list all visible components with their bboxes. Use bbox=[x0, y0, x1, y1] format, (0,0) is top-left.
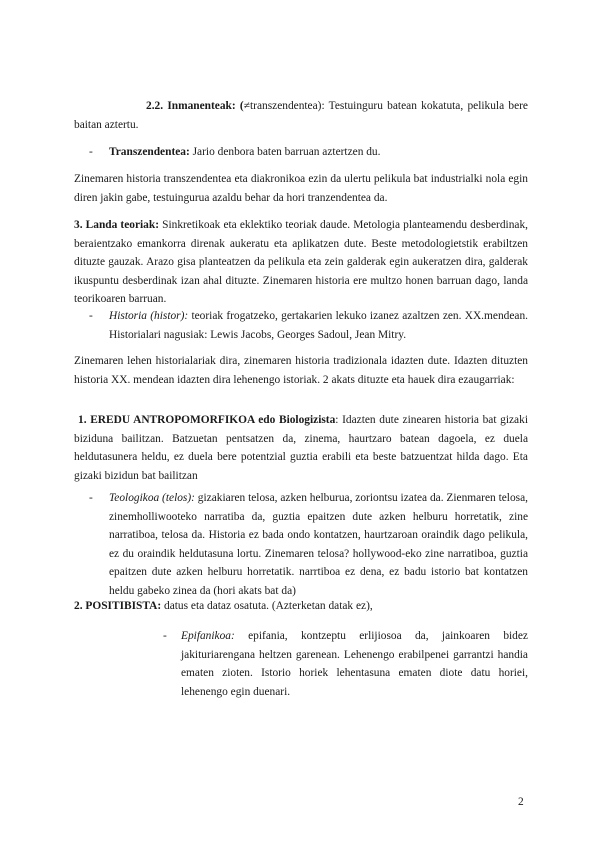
section-2-2-text: transzendentea): Testuinguru batean kokatuta, pelikula bere baitan aztertu. bbox=[74, 100, 528, 131]
neq-symbol: ≠ bbox=[243, 100, 250, 112]
historia-paragraph: Zinemaren historia transzendentea eta diakronikoa ezin da ulertu pelikula bat industrialki nola egin diren jakin gabe, testuingurua azaldu behar da hori tranzendentea da. bbox=[74, 173, 528, 204]
teologikoa-text: gizakiaren telosa, azken helburua, zoriontsu izatea da. Zienmaren telosa, zinemholliwooteko narratiba da, guztia epaitzen dute azken helburu horretatik, zine narratiboa, telosa da. Historia ez bada ondo kontatzen, haurtzaroan oraindik dago pelikula, ez du oraindik heldutasuna lortu. Zinemaren telosa? hollywood-eko zine narratiboa, guztia epaitzen dute azken helburu horretatik. narrtiboa ez dena, ez badu istorio bat kontatzen heldu gabeko zinea da (hori akats bat da) bbox=[109, 492, 528, 597]
teologikoa-term: Teologikoa (telos): bbox=[109, 492, 195, 504]
page-number: 2 bbox=[518, 796, 524, 808]
historia-term: Historia (histor): bbox=[109, 310, 189, 322]
positibista-paragraph bbox=[74, 597, 528, 616]
bullet-dash: - bbox=[89, 492, 93, 504]
historia-item-text: teoriak frogatzeko, gertakarien lekuko izanez azaltzen zen. XX.mendean. Historialari nagusiak: Lewis Jacobs, Georges Sadoul, Jean Mitry. bbox=[109, 310, 528, 341]
section-2-2-heading: 2.2. Inmanenteak: ( bbox=[146, 100, 244, 112]
epifanikoa-item bbox=[181, 627, 528, 701]
transzendentea-item bbox=[109, 143, 528, 162]
positibista-text: datus eta dataz osatuta. (Azterketan datak ez), bbox=[161, 600, 373, 612]
transzendentea-term: Transzendentea: bbox=[109, 146, 190, 158]
landa-teoriak-text: Sinkretikoak eta eklektiko teoriak daude. Metologia planteamendu desberdinak, beraientzako emankorra direnak aukeratu eta aplikatzen dute. Beste metodologietstik erabiltzen dituzte gauzak. Arazo gisa planteatzen da pelikula eta zein galderak egin aukeratzen dira, galderak ikuspuntu desberdinak izan ahal dituzte. Zinemaren historia ere multzo honen barruan dago, landa teorikoaren barruan. bbox=[74, 219, 529, 306]
eredu-text: : Idazten dute zinearen historia bat gizaki biziduna bailitzan. Batzuetan pentsatzen da, zinema, haurtzaro batean dagoela, ez duela heldutasunera heldu, ez duela bere potentzial guztia erabili eta beste batzuentzat hilda dago. Eta gizaki bizidun bat bailitzan bbox=[74, 414, 528, 482]
teologikoa-item bbox=[109, 489, 528, 601]
eredu-heading: 1. EREDU ANTROPOMORFIKOA edo Biologizista bbox=[78, 414, 336, 426]
landa-teoriak-heading: 3. Landa teoriak: bbox=[74, 219, 160, 231]
bullet-dash: - bbox=[89, 146, 93, 158]
lehen-historialariak-paragraph: Zinemaren lehen historialariak dira, zinemaren historia tradizionala idazten dute. Idazten dituzten historia XX. mendean idazten dira lehenengo istoriak. 2 akats dituzte eta hauek dira ezaugarriak: bbox=[74, 355, 528, 386]
epifanikoa-term: Epifanikoa: bbox=[181, 630, 235, 642]
transzendentea-text: Jario denbora baten barruan aztertzen du. bbox=[189, 146, 381, 158]
section-2-2-paragraph bbox=[74, 97, 528, 134]
positibista-heading: 2. POSITIBISTA: bbox=[74, 600, 162, 612]
landa-teoriak-paragraph bbox=[74, 216, 528, 309]
bullet-dash: - bbox=[89, 310, 93, 322]
epifanikoa-text: epifania, kontzeptu erlijiosoa da, jainkoaren bidez jakituriarengana heltzen garenean. Lehenengo erabilpenei garrantzi handia ematen zioten. Istorio horiek lehentasuna ematen diote datu horiei, lehenengo egin duenari. bbox=[181, 630, 528, 698]
eredu-paragraph bbox=[74, 411, 528, 485]
historia-item bbox=[109, 307, 528, 344]
bullet-dash: - bbox=[163, 630, 167, 642]
